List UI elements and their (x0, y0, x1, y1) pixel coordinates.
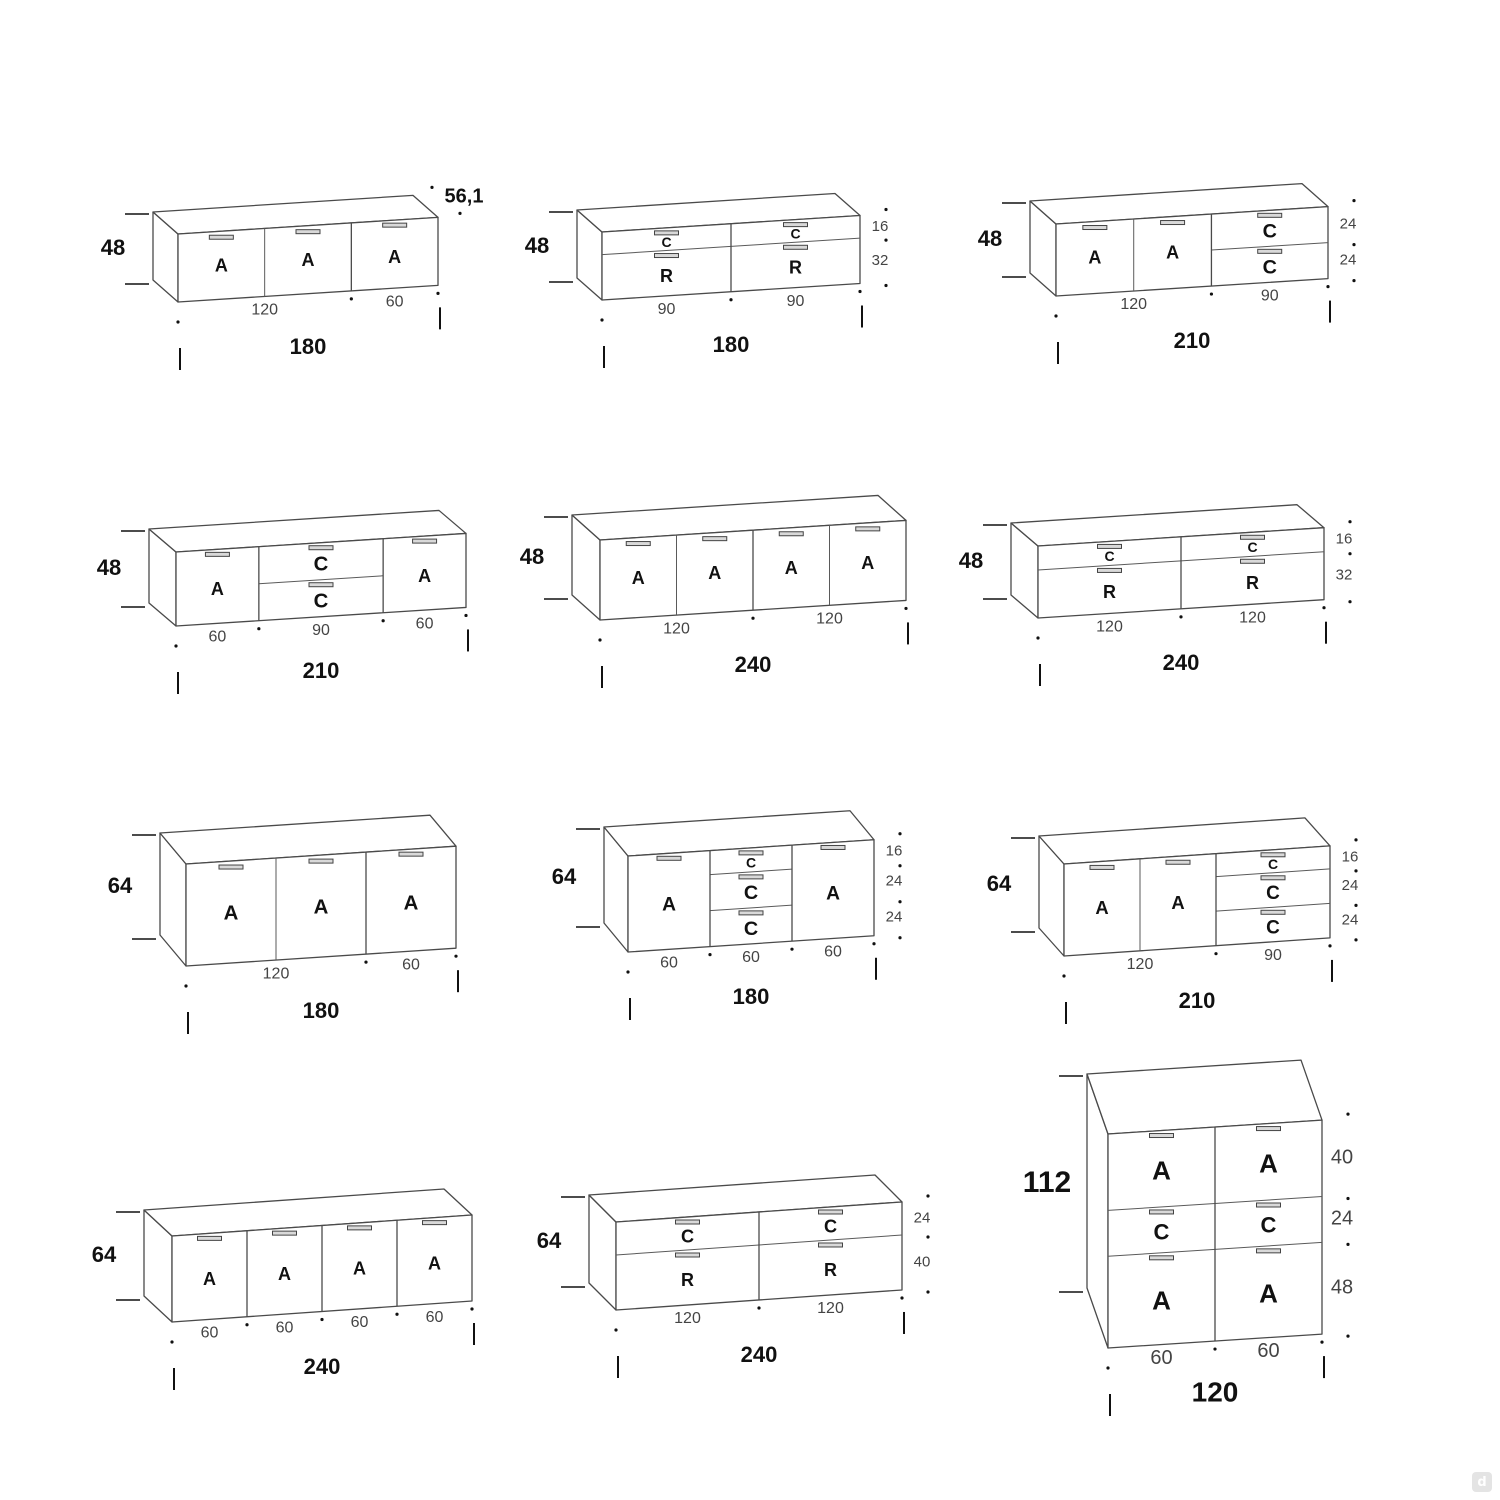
dim-dot (364, 961, 367, 964)
door-handle (219, 865, 243, 869)
drawer-type-label: A (403, 892, 419, 915)
height-dimension: 64 (536, 1227, 562, 1253)
dim-dot (174, 644, 177, 647)
column-width-dimension: 60 (275, 1319, 294, 1337)
overall-width-dimension: 180 (302, 997, 340, 1023)
height-dimension: 48 (519, 543, 545, 569)
dim-dot (1352, 243, 1355, 246)
column-width-dimension: 90 (1260, 287, 1279, 305)
drawer-type-label: A (428, 1253, 441, 1274)
column-width-dimension: 60 (208, 628, 227, 646)
dim-dot (600, 318, 603, 321)
overall-width-dimension: 240 (303, 1353, 341, 1379)
dim-dot (1354, 838, 1357, 841)
drawer-height-dimension: 16 (885, 842, 903, 860)
dim-dot (1348, 552, 1351, 555)
height-dimension: 112 (1022, 1165, 1072, 1199)
door-handle (1161, 221, 1185, 225)
dim-dot (436, 292, 439, 295)
drawer-height-dimension: 24 (1339, 251, 1357, 269)
dim-dot (884, 284, 887, 287)
drawer-type-label: R (824, 1260, 837, 1281)
dim-dot (1322, 606, 1325, 609)
height-dimension: 64 (986, 870, 1012, 896)
door-type-label: A (784, 558, 798, 579)
dim-dot (926, 1290, 929, 1293)
drawer-type-label: C (823, 1216, 838, 1237)
cabinet-unit-5 (520, 495, 908, 688)
door-handle (1090, 865, 1114, 869)
door-handle (296, 230, 320, 234)
overall-width-dimension: 210 (302, 657, 340, 683)
drawer-handle (413, 539, 437, 543)
cabinet-unit-9 (987, 818, 1359, 1024)
overall-width-dimension: 240 (1162, 649, 1200, 675)
dim-dot (872, 942, 875, 945)
column-width-dimension: 60 (415, 615, 434, 633)
drawer-type-label: C (1262, 220, 1277, 243)
door-handle (1166, 860, 1190, 864)
overall-width-dimension: 180 (732, 983, 770, 1009)
drawer-type-label: A (1152, 1285, 1171, 1316)
dim-dot (1348, 520, 1351, 523)
door-type-label: A (214, 255, 228, 276)
drawer-type-label: C (680, 1226, 695, 1247)
overall-width-dimension: 180 (712, 331, 750, 357)
door-type-label: A (861, 553, 875, 574)
height-dimension: 64 (91, 1241, 117, 1267)
drawer-type-label: C (661, 233, 672, 250)
drawer-type-label: A (278, 1263, 291, 1284)
drawer-handle (205, 552, 229, 556)
dim-dot (1346, 1243, 1349, 1246)
dim-dot (1352, 199, 1355, 202)
drawer-height-dimension: 40 (1330, 1146, 1354, 1169)
drawer-type-label: A (353, 1258, 366, 1279)
column-width-dimension: 120 (1096, 618, 1123, 636)
drawer-handle (676, 1220, 700, 1224)
drawer-type-label: C (1104, 548, 1115, 565)
drawer-type-label: C (1153, 1219, 1170, 1245)
height-dimension: 48 (958, 547, 984, 573)
cabinet-unit-1 (101, 186, 484, 370)
drawer-height-dimension: 16 (1335, 530, 1353, 548)
drawer-handle (1098, 568, 1122, 572)
column-width-dimension: 120 (1239, 609, 1266, 627)
column-width-dimension: 120 (1126, 956, 1154, 974)
door-type-label: A (223, 902, 239, 925)
dim-dot (470, 1307, 473, 1310)
drawer-handle (309, 546, 333, 550)
overall-width-dimension: 120 (1191, 1376, 1239, 1408)
dim-dot (751, 617, 754, 620)
dim-dot (1326, 285, 1329, 288)
drawer-handle (821, 845, 845, 849)
drawer-type-label: C (743, 918, 759, 941)
dim-dot (382, 619, 385, 622)
overall-width-dimension: 180 (289, 333, 327, 359)
dim-dot (1352, 279, 1355, 282)
drawer-type-label: C (743, 882, 759, 905)
drawer-handle (1150, 1210, 1174, 1214)
drawer-handle (819, 1243, 843, 1247)
door-type-label: A (631, 567, 645, 588)
drawer-type-label: R (1246, 573, 1259, 594)
drawer-height-dimension: 24 (1339, 215, 1357, 233)
drawer-type-label: C (1267, 855, 1279, 872)
dim-dot (884, 208, 887, 211)
cabinet-unit-7 (108, 815, 458, 1034)
column-width-dimension: 60 (660, 954, 678, 972)
drawer-type-label: A (203, 1269, 216, 1290)
column-width-dimension: 120 (251, 301, 279, 319)
dim-dot (458, 212, 461, 215)
column-width-dimension: 60 (425, 1308, 444, 1326)
dim-dot (1354, 904, 1357, 907)
column-width-dimension: 120 (817, 1300, 844, 1318)
drawer-type-label: A (1259, 1278, 1278, 1309)
drawer-type-label: A (418, 565, 432, 586)
cabinet-unit-12 (1023, 1060, 1353, 1416)
column-width-dimension: 90 (786, 292, 805, 310)
column-width-dimension: 90 (657, 301, 676, 319)
door-type-label: A (708, 563, 722, 584)
dim-dot (1210, 292, 1213, 295)
drawer-handle (399, 852, 423, 856)
drawer-type-label: C (1247, 538, 1258, 555)
column-width-dimension: 90 (312, 621, 330, 639)
depth-dimension: 56,1 (444, 185, 484, 208)
drawer-handle (423, 1221, 447, 1225)
dim-dot (245, 1323, 248, 1326)
drawer-height-dimension: 16 (871, 217, 889, 235)
dim-dot (1346, 1112, 1349, 1115)
door-type-label: A (301, 249, 315, 270)
drawer-type-label: A (388, 246, 402, 267)
drawer-handle (1150, 1256, 1174, 1260)
column-width-dimension: 60 (824, 943, 842, 961)
dim-dot (1062, 974, 1065, 977)
drawer-handle (784, 245, 808, 249)
dim-dot (1213, 1347, 1216, 1350)
dim-dot (430, 186, 433, 189)
column-width-dimension: 60 (402, 956, 420, 974)
dim-dot (1054, 314, 1057, 317)
dim-dot (1036, 636, 1039, 639)
door-handle (209, 235, 233, 239)
drawer-height-dimension: 24 (1330, 1207, 1354, 1230)
drawer-type-label: A (826, 883, 840, 905)
dim-dot (1106, 1366, 1109, 1369)
drawer-type-label: A (1259, 1148, 1278, 1179)
dim-dot (898, 832, 901, 835)
overall-width-dimension: 210 (1178, 987, 1216, 1013)
column-width-dimension: 60 (742, 949, 760, 967)
height-dimension: 48 (96, 554, 122, 580)
cabinet-unit-4 (97, 510, 468, 694)
drawer-type-label: C (745, 854, 757, 871)
dim-dot (926, 1194, 929, 1197)
door-type-label: A (313, 896, 329, 919)
door-handle (309, 859, 333, 863)
door-type-label: A (1171, 891, 1185, 913)
height-dimension: 48 (100, 234, 126, 260)
dim-dot (884, 239, 887, 242)
cabinet-unit-6 (959, 505, 1353, 686)
dim-dot (898, 900, 901, 903)
dim-dot (898, 936, 901, 939)
door-handle (703, 537, 727, 541)
drawer-height-dimension: 24 (1341, 877, 1359, 895)
drawer-handle (676, 1253, 700, 1257)
column-width-dimension: 120 (1120, 296, 1148, 314)
dim-dot (1348, 600, 1351, 603)
overall-width-dimension: 240 (740, 1341, 778, 1367)
dim-dot (614, 1328, 617, 1331)
column-width-dimension: 120 (262, 965, 290, 983)
dim-dot (900, 1296, 903, 1299)
drawer-type-label: C (1262, 256, 1277, 279)
drawer-handle (819, 1210, 843, 1214)
cabinet-unit-3 (978, 184, 1357, 364)
dim-dot (1328, 944, 1331, 947)
drawer-handle (348, 1226, 372, 1230)
dim-dot (1214, 952, 1217, 955)
drawer-handle (1241, 559, 1265, 563)
column-width-dimension: 60 (385, 293, 404, 311)
drawer-height-dimension: 24 (885, 908, 903, 926)
column-width-dimension: 60 (350, 1314, 369, 1332)
drawer-handle (198, 1236, 222, 1240)
dim-dot (1320, 1340, 1323, 1343)
overall-width-dimension: 240 (734, 651, 772, 677)
cabinet-unit-10 (92, 1189, 474, 1390)
drawer-handle (1261, 910, 1285, 914)
dim-dot (464, 614, 467, 617)
dim-dot (926, 1235, 929, 1238)
door-type-label: A (1166, 242, 1180, 263)
drawer-type-label: C (1266, 917, 1280, 939)
dim-dot (176, 320, 179, 323)
dim-dot (598, 638, 601, 641)
drawer-handle (655, 254, 679, 258)
cabinet-unit-11 (537, 1175, 931, 1378)
column-width-dimension: 60 (200, 1324, 219, 1342)
drawer-type-label: R (660, 265, 673, 286)
drawer-handle (1261, 876, 1285, 880)
cabinet-unit-8 (552, 811, 903, 1020)
door-handle (1083, 226, 1107, 230)
dim-dot (350, 297, 353, 300)
drawer-handle (1258, 213, 1282, 217)
cabinet-unit-2 (525, 193, 889, 368)
drawer-height-dimension: 32 (871, 251, 889, 269)
height-dimension: 64 (551, 863, 577, 889)
dim-dot (898, 864, 901, 867)
drawer-type-label: C (1266, 883, 1280, 905)
drawer-type-label: A (210, 579, 224, 600)
drawer-type-label: R (789, 257, 802, 278)
height-dimension: 48 (977, 225, 1003, 251)
dim-dot (757, 1306, 760, 1309)
column-width-dimension: 60 (1150, 1346, 1173, 1369)
drawer-handle (309, 583, 333, 587)
dim-dot (320, 1318, 323, 1321)
dim-dot (1179, 615, 1182, 618)
column-width-dimension: 90 (1264, 947, 1282, 965)
column-width-dimension: 120 (674, 1310, 701, 1328)
dim-dot (1346, 1197, 1349, 1200)
drawer-type-label: A (1152, 1155, 1171, 1186)
drawer-handle (1257, 1249, 1281, 1253)
dim-dot (1346, 1334, 1349, 1337)
drawer-height-dimension: 24 (1341, 911, 1359, 929)
column-width-dimension: 120 (663, 620, 690, 638)
drawer-handle (739, 875, 763, 879)
drawer-height-dimension: 32 (1335, 566, 1353, 584)
dim-dot (858, 290, 861, 293)
drawer-handle (1150, 1134, 1174, 1138)
drawer-type-label: C (313, 590, 329, 613)
drawer-handle (1257, 1127, 1281, 1131)
brand-logo-icon: d (1472, 1472, 1492, 1492)
dim-dot (729, 298, 732, 301)
drawer-handle (657, 856, 681, 860)
dim-dot (257, 627, 260, 630)
door-handle (779, 532, 803, 536)
dim-dot (184, 984, 187, 987)
drawer-handle (1258, 249, 1282, 253)
drawer-height-dimension: 24 (885, 872, 903, 890)
drawer-height-dimension: 48 (1330, 1276, 1354, 1299)
dim-dot (790, 948, 793, 951)
drawer-type-label: C (313, 553, 329, 576)
dim-dot (904, 607, 907, 610)
drawer-type-label: C (1260, 1212, 1277, 1238)
column-width-dimension: 120 (816, 610, 843, 628)
door-handle (856, 527, 880, 531)
drawer-type-label: A (662, 894, 676, 916)
dim-dot (1354, 938, 1357, 941)
door-type-label: A (1095, 897, 1109, 919)
drawer-type-label: R (1103, 582, 1116, 603)
overall-width-dimension: 210 (1173, 327, 1211, 353)
dim-dot (626, 970, 629, 973)
dim-dot (1354, 869, 1357, 872)
height-dimension: 64 (107, 872, 133, 898)
drawer-height-dimension: 40 (913, 1253, 931, 1271)
drawer-height-dimension: 16 (1341, 848, 1359, 866)
drawer-handle (1257, 1203, 1281, 1207)
height-dimension: 48 (524, 232, 550, 258)
dim-dot (170, 1340, 173, 1343)
dim-dot (708, 953, 711, 956)
drawer-height-dimension: 24 (913, 1209, 931, 1227)
drawer-type-label: C (790, 225, 801, 242)
dim-dot (454, 955, 457, 958)
drawer-type-label: R (681, 1270, 694, 1291)
dim-dot (395, 1313, 398, 1316)
door-handle (626, 542, 650, 546)
drawer-handle (739, 911, 763, 915)
drawer-handle (273, 1231, 297, 1235)
door-type-label: A (1088, 247, 1102, 268)
column-width-dimension: 60 (1257, 1339, 1280, 1362)
drawer-handle (383, 223, 407, 227)
